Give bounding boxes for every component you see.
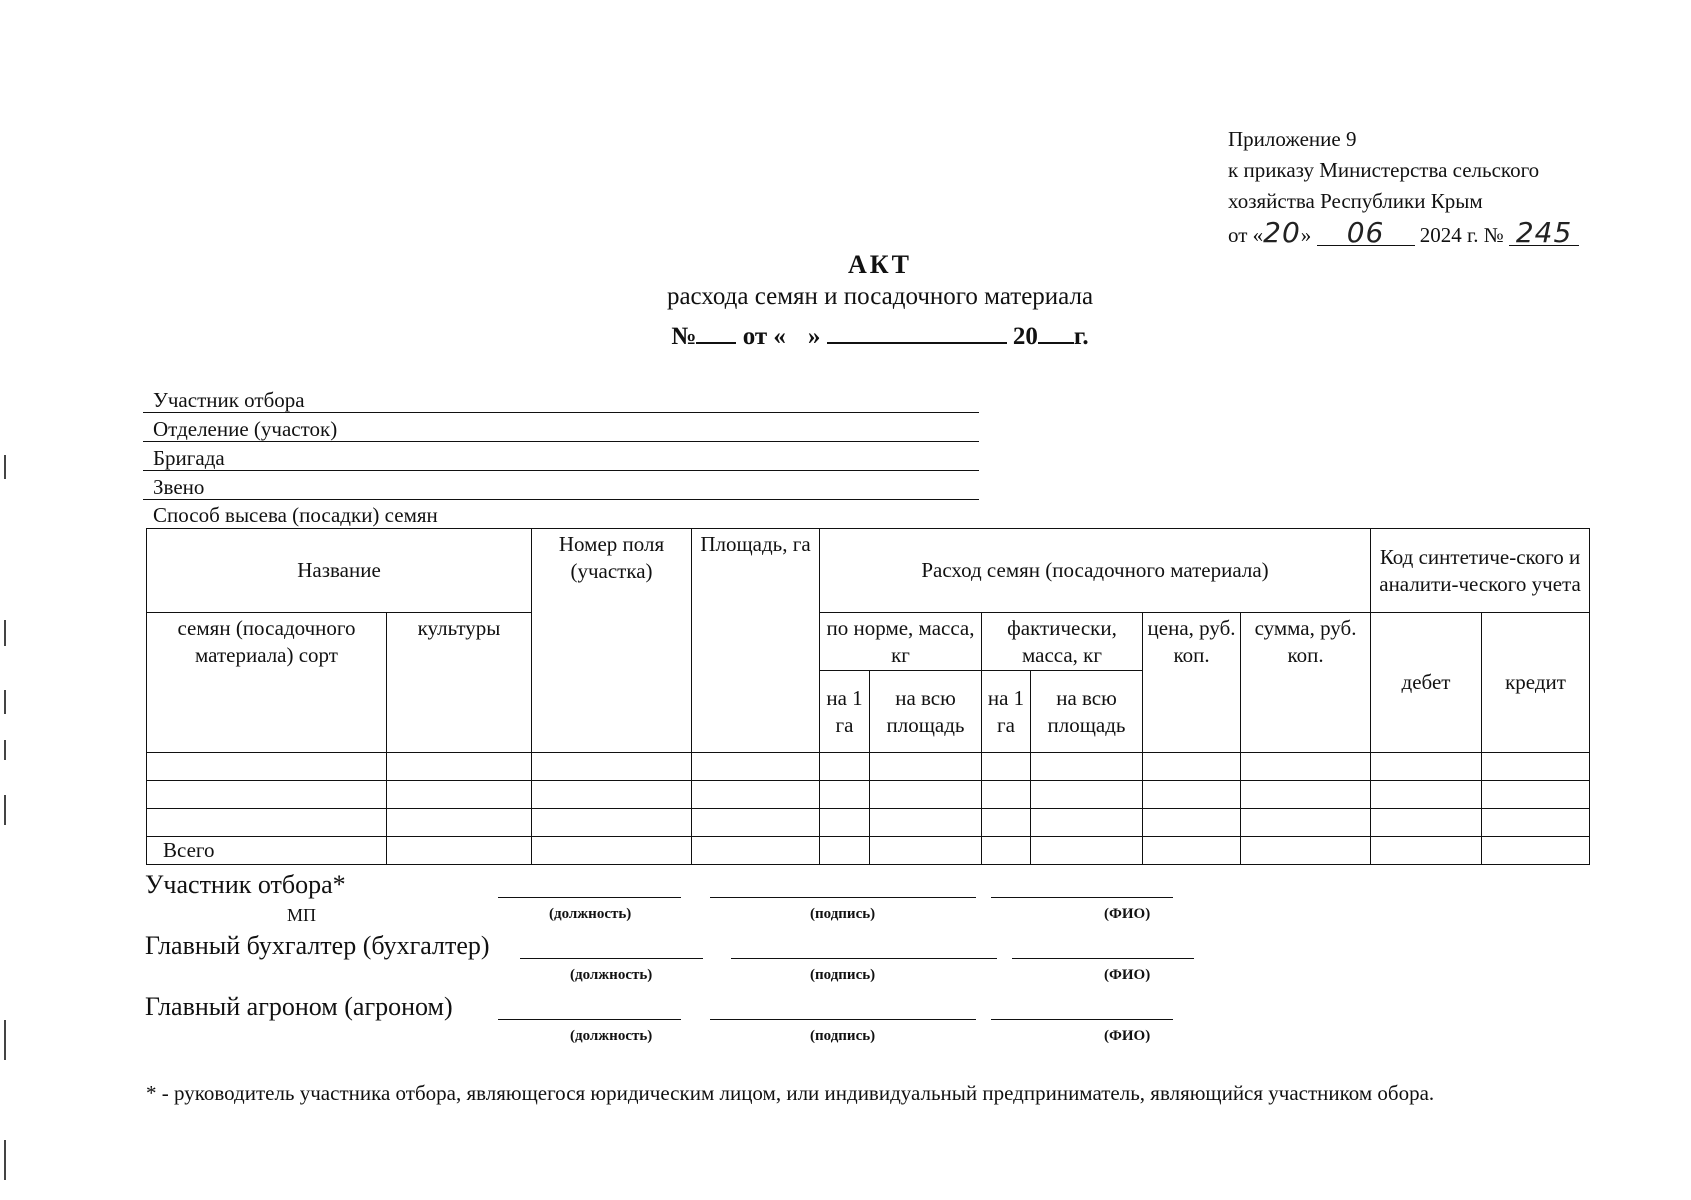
table-cell[interactable] [532,837,692,865]
table-cell[interactable] [387,809,532,837]
table-cell[interactable] [1482,809,1590,837]
footnote: * - руководитель участника отбора, являющегося юридическим лицом, или индивидуальный предприниматель, являющийся участником обора. [146,1081,1435,1105]
field-method-label: Способ высева (посадки) семян [153,503,438,527]
header-seed-sort: семян (посадочного материала) сорт [147,613,387,753]
table-total-row [147,837,1590,865]
header-area: Площадь, га [692,529,820,753]
table-cell[interactable] [387,837,532,865]
table-cell[interactable] [820,837,870,865]
header-norm-per-ha: на 1 га [820,671,870,753]
doc-subtitle: расхода семян и посадочного материала [666,283,1094,310]
header-crop: культуры [387,613,532,753]
sig-accountant-position-line[interactable] [520,958,703,959]
table-cell[interactable] [820,781,870,809]
sig-agronomist-signature-line[interactable] [710,1019,976,1020]
table-cell[interactable] [532,809,692,837]
table-cell[interactable] [692,753,820,781]
sig-accountant-signature-line[interactable] [731,958,997,959]
number-blank[interactable] [696,320,736,344]
table-cell[interactable] [1241,837,1371,865]
cap-position: (должность) [570,967,653,983]
header-norm-total-area: на всю площадь [870,671,982,753]
table-cell[interactable] [1241,753,1371,781]
table-cell[interactable] [1143,809,1241,837]
scan-mark [4,795,6,825]
stamp-place-label: МП [287,905,317,925]
scan-mark [4,740,6,760]
table-row [147,809,1590,837]
date-day: 20 [1263,216,1301,249]
table-cell[interactable] [870,809,982,837]
date-prefix: от « [1228,223,1264,247]
month-blank[interactable] [827,320,1007,344]
header-price: цена, руб. коп. [1143,613,1241,753]
field-method [143,500,438,530]
number-sign: № [671,323,697,350]
table-cell[interactable] [1031,753,1143,781]
header-norm: по норме, масса, кг [820,613,982,671]
doc-title: АКТ [848,250,912,279]
table-cell[interactable] [1371,809,1482,837]
table-cell[interactable] [982,809,1031,837]
header-field-number: Номер поля (участка) [532,529,692,753]
table-cell[interactable] [820,809,870,837]
table-cell[interactable] [147,781,387,809]
sig-participant-position-line[interactable] [498,897,681,898]
date-mid: » [1300,223,1312,247]
date-year: 2024 г. № [1419,223,1504,247]
table-cell[interactable] [1482,753,1590,781]
field-unit-label: Звено [153,475,205,499]
table-cell[interactable] [982,837,1031,865]
appendix-date-line [1228,217,1668,251]
field-brigade-label: Бригада [153,446,225,470]
table-cell[interactable] [1031,809,1143,837]
year-prefix: 20 [1012,323,1038,350]
year-suffix: г. [1073,323,1089,350]
sig-accountant-label: Главный бухгалтер (бухгалтер) [145,931,490,960]
table-cell[interactable] [1143,781,1241,809]
scan-mark [4,1020,6,1060]
sig-participant-fio-line[interactable] [991,897,1173,898]
table-row [147,753,1590,781]
field-participant[interactable] [143,385,979,413]
appendix-block [1228,124,1668,251]
cap-position: (должность) [549,906,632,922]
header-name: Название [147,529,532,613]
table-row [147,781,1590,809]
field-participant-label: Участник отбора [153,388,305,412]
header-actual-per-ha: на 1 га [982,671,1031,753]
total-label: Всего [147,837,387,865]
order-number: 245 [1509,221,1579,246]
table-cell[interactable] [387,753,532,781]
sig-agronomist-fio-line[interactable] [991,1019,1173,1020]
header-actual-total-area: на всю площадь [1031,671,1143,753]
table-cell[interactable] [532,753,692,781]
table-cell[interactable] [1143,753,1241,781]
sig-accountant-fio-line[interactable] [1012,958,1194,959]
field-department[interactable] [143,414,979,442]
cap-signature: (подпись) [810,906,876,922]
scan-mark [4,455,6,479]
header-account-code: Код синтетиче-ского и аналити-ческого учета [1371,529,1590,613]
table-cell[interactable] [982,753,1031,781]
sig-participant-label: Участник отбора* [145,870,346,899]
table-cell[interactable] [1371,753,1482,781]
cap-signature: (подпись) [810,967,876,983]
table-cell[interactable] [1143,837,1241,865]
table-cell[interactable] [820,753,870,781]
cap-fio: (ФИО) [1104,967,1151,983]
table-cell[interactable] [1241,809,1371,837]
table-cell[interactable] [1031,781,1143,809]
field-unit[interactable] [143,472,979,500]
table-cell[interactable] [1241,781,1371,809]
appendix-order-ref: к приказу Министерства сельского [1228,158,1540,182]
cap-signature: (подпись) [810,1028,876,1044]
seed-consumption-table [146,528,1590,865]
table-cell[interactable] [1371,837,1482,865]
table-cell[interactable] [1482,781,1590,809]
header-sum: сумма, руб. коп. [1241,613,1371,753]
doc-number-line [0,320,1691,351]
table-cell[interactable] [147,753,387,781]
table-cell[interactable] [870,753,982,781]
cap-fio: (ФИО) [1104,1028,1151,1044]
cap-fio: (ФИО) [1104,906,1151,922]
scan-mark [4,620,6,646]
sig-participant-signature-line[interactable] [710,897,976,898]
table-cell[interactable] [870,781,982,809]
table-cell[interactable] [982,781,1031,809]
header-debit: дебет [1371,613,1482,753]
appendix-ministry: хозяйства Республики Крым [1228,189,1483,213]
scan-mark [4,690,6,714]
table-cell[interactable] [387,781,532,809]
table-cell[interactable] [692,809,820,837]
year-blank[interactable] [1038,320,1074,344]
table-cell[interactable] [692,781,820,809]
date-month: 06 [1317,221,1415,246]
scan-mark [4,1140,6,1180]
table-cell[interactable] [1371,781,1482,809]
sig-agronomist-position-line[interactable] [498,1019,681,1020]
field-brigade[interactable] [143,443,979,471]
table-cell[interactable] [692,837,820,865]
table-cell[interactable] [532,781,692,809]
table-cell[interactable] [1031,837,1143,865]
header-consumption: Расход семян (посадочного материала) [820,529,1371,613]
table-cell[interactable] [147,809,387,837]
close-quote: » [807,323,821,350]
header-credit: кредит [1482,613,1590,753]
field-department-label: Отделение (участок) [153,417,338,441]
cap-position: (должность) [570,1028,653,1044]
header-actual: фактически, масса, кг [982,613,1143,671]
table-cell[interactable] [1482,837,1590,865]
appendix-title: Приложение 9 [1228,127,1357,151]
from-label: от « [742,323,786,350]
table-cell[interactable] [870,837,982,865]
sig-agronomist-label: Главный агроном (агроном) [145,992,453,1021]
